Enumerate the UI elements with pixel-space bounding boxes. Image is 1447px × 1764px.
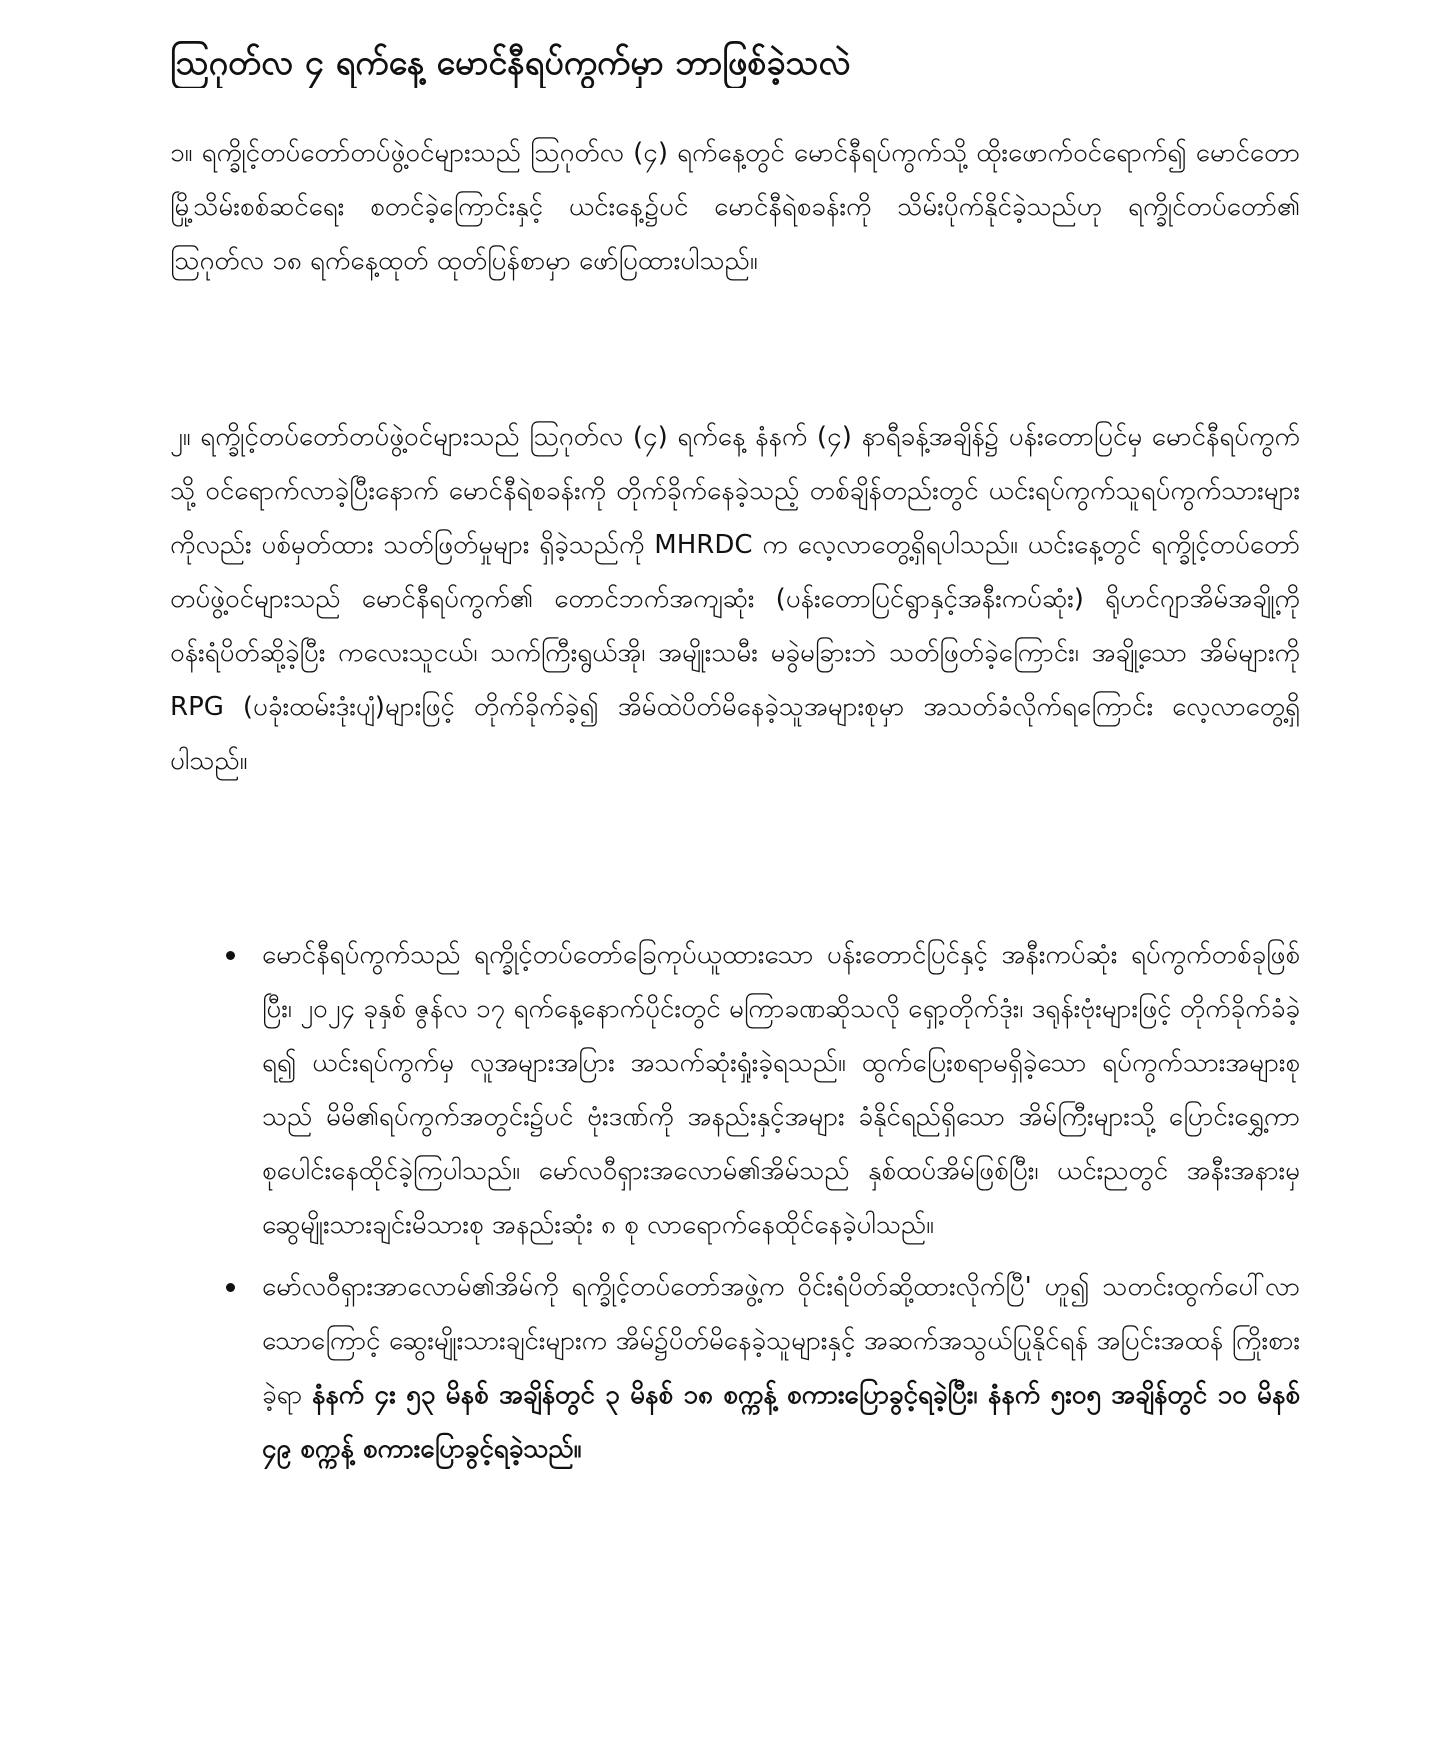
bullet-item-2 [170,1260,1300,1476]
bullet-item-1 [170,928,1300,1252]
paragraph-1: ၁။ ရက္ခိုင့်တပ်တော်တပ်ဖွဲ့ဝင်များသည် ဩဂုတ်လ (၄) ရက်နေ့တွင် မောင်နီရပ်ကွက်သို့ ထိုးဖောက်ဝင်ရောက်၍ မောင်တောမြို့သိမ်းစစ်ဆင်ရေး စတင်ခဲ့ကြောင်းနှင့် ယင်းနေ့၌ပင် မောင်နီရဲစခန်းကို သိမ်းပိုက်နိုင်ခဲ့သည်ဟု ရက္ခိုင်တပ်တော်၏ ဩဂုတ်လ ၁၈ ရက်နေ့ထုတ် ထုတ်ပြန်စာမှာ ဖော်ပြထားပါသည်။ [170,138,1300,276]
bullet-1-text: မောင်နီရပ်ကွက်သည် ရက္ခိုင့်တပ်တော်ခြေကုပ်ယူထားသော ပန်းတောင်ပြင်နှင့် အနီးကပ်ဆုံး ရပ်ကွက်တစ်ခုဖြစ်ပြီး၊ ၂၀၂၄ ခုနှစ် ဇွန်လ ၁၇ ရက်နေ့နောက်ပိုင်းတွင် မကြာခဏဆိုသလို ရှော့တိုက်ဒုံး၊ ဒရုန်းဗုံးများဖြင့် တိုက်ခိုက်ခံခဲ့ရ၍ ယင်းရပ်ကွက်မှ လူအများအပြား အသက်ဆုံးရှုံးခဲ့ရသည်။ ထွက်ပြေးစရာမရှိခဲ့သော ရပ်ကွက်သားအများစုသည် မိမိ၏ရပ်ကွက်အတွင်း၌ပင် ဗုံးဒဏ်ကို အနည်းနှင့်အများ ခံနိုင်ရည်ရှိသော အိမ်ကြီးများသို့ ပြောင်းရွှေ့ကာ စုပေါင်းနေထိုင်ခဲ့ကြပါသည်။ မော်လဝီရှားအလောမ်၏အိမ်သည် နှစ်ထပ်အိမ်ဖြစ်ပြီး၊ ယင်းညတွင် အနီးအနားမှ ဆွေမျိုးသားချင်းမိသားစု အနည်းဆုံး ၈ စု လာရောက်နေထိုင်နေခဲ့ပါသည်။ [262,940,1300,1240]
bullet-dot-icon [226,951,235,960]
bullet-2-text: မော်လဝီရှားအာလောမ်၏အိမ်ကို ရက္ခိုင့်တပ်တော်အဖွဲ့က ဝိုင်းရံပိတ်ဆို့ထားလိုက်ပြီ' ဟူ၍ သတင်းထွက်ပေါ်လာသောကြောင့် ဆွေးမျိုးသားချင်းများက အိမ်၌ပိတ်မိနေခဲ့သူများနှင့် အဆက်အသွယ်ပြုနိုင်ရန် အပြင်းအထန် ကြိုးစားခဲ့ရာ [262,1272,1300,1410]
bullet-dot-icon [226,1283,235,1292]
page-title: ဩဂုတ်လ ၄ ရက်နေ့ မောင်နီရပ်ကွက်မှာ ဘာဖြစ်ခဲ့သလဲ [170,43,851,83]
bullet-list [170,928,1300,1476]
paragraph-2: ၂။ ရက္ခိုင့်တပ်တော်တပ်ဖွဲ့ဝင်များသည် ဩဂုတ်လ (၄) ရက်နေ့ နံနက် (၄) နာရီခန့်အချိန်၌ ပန်းတောပြင်မှ မောင်နီရပ်ကွက်သို့ ဝင်ရောက်လာခဲ့ပြီးနောက် မောင်နီရဲစခန်းကို တိုက်ခိုက်နေခဲ့သည့် တစ်ချိန်တည်းတွင် ယင်းရပ်ကွက်သူရပ်ကွက်သားများကိုလည်း ပစ်မှတ်ထား သတ်ဖြတ်မှုများ ရှိခဲ့သည်ကို MHRDC က လေ့လာတွေ့ရှိရပါသည်။ ယင်းနေ့တွင် ရက္ခိုင့်တပ်တော်တပ်ဖွဲ့ဝင်များသည် မောင်နီရပ်ကွက်၏ တောင်ဘက်အကျဆုံး (ပန်းတောပြင်ရွာနှင့်အနီးကပ်ဆုံး) ရိုဟင်ဂျာအိမ်အချို့ကို ဝန်းရံပိတ်ဆို့ခဲ့ပြီး ကလေးသူငယ်၊ သက်ကြီးရွယ်အို၊ အမျိုးသမီး မခွဲမခြားဘဲ သတ်ဖြတ်ခဲ့ကြောင်း၊ အချို့သော အိမ်များကို RPG (ပခုံးထမ်းဒုံးပျံ)များဖြင့် တိုက်ခိုက်ခဲ့၍ အိမ်ထဲပိတ်မိနေခဲ့သူအများစုမှာ အသတ်ခံလိုက်ရကြောင်း လေ့လာတွေ့ရှိပါသည်။ [170,422,1300,776]
bullet-2-bold-text: နံနက် ၄း ၅၃ မိနစ် အချိန်တွင် ၃ မိနစ် ၁၈ စက္ကန့် စကားပြောခွင့်ရခဲ့ပြီး၊ နံနက် ၅း၀၅ အချိန်တွင် ၁၀ မိနစ် ၄၉ စက္ကန့် စကားပြောခွင့်ရခဲ့သည်။ [262,1380,1300,1464]
